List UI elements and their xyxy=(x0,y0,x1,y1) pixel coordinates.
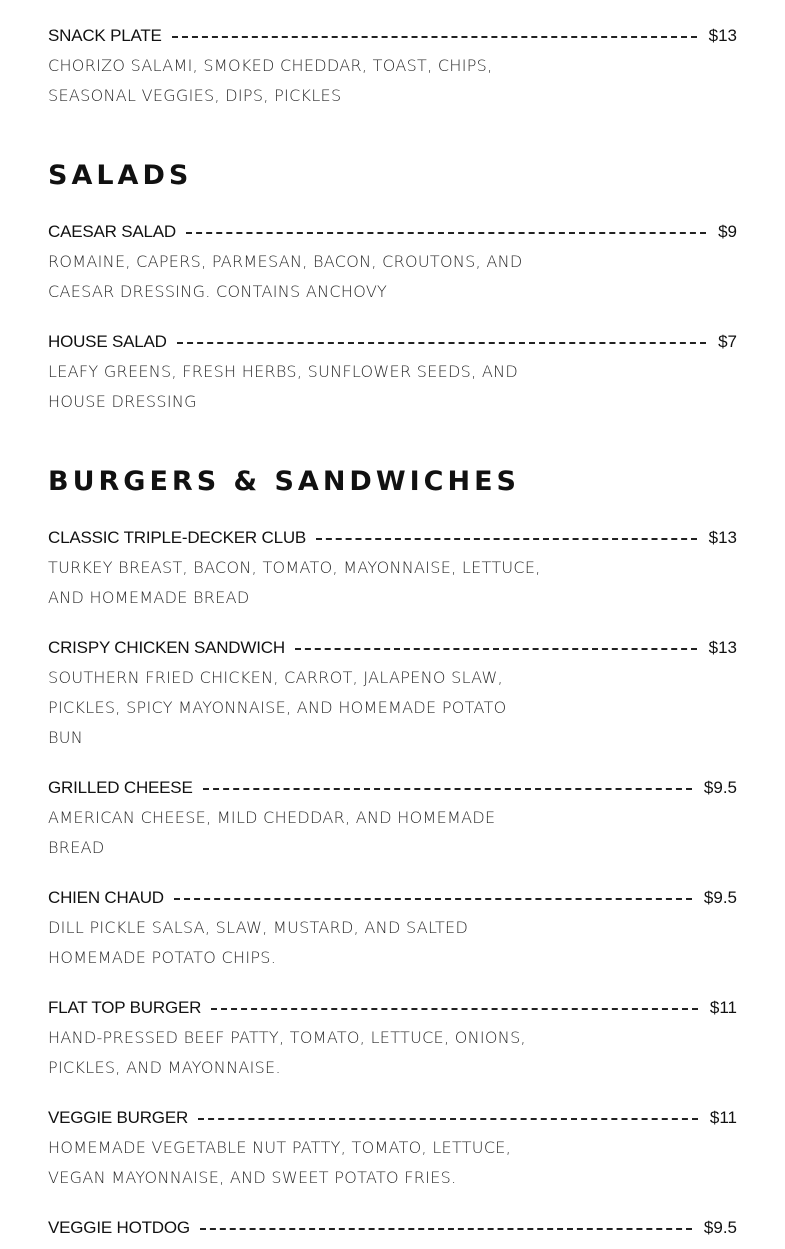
menu-item-name: CAESAR SALAD xyxy=(48,222,176,241)
menu-item-price: $13 xyxy=(708,26,737,45)
dotted-leader xyxy=(316,538,697,540)
description-line: VEGAN MAYONNAISE, AND SWEET POTATO FRIES. xyxy=(48,1168,457,1187)
menu-item-price: $13 xyxy=(708,528,737,547)
menu-item-description xyxy=(48,913,737,973)
description-line: PICKLES, SPICY MAYONNAISE, AND HOMEMADE POTATO xyxy=(48,698,507,717)
menu-item-name: CHIEN CHAUD xyxy=(48,888,164,907)
section-title-salads: SALADS xyxy=(48,160,193,191)
dotted-leader xyxy=(211,1008,698,1010)
menu-item-price: $9.5 xyxy=(703,1218,737,1237)
menu-item-description xyxy=(48,663,737,753)
menu-item-chien-chaud xyxy=(48,887,737,973)
menu-item-classic-club xyxy=(48,527,737,613)
menu-item-price: $9.5 xyxy=(703,778,737,797)
menu-item-name: CRISPY CHICKEN SANDWICH xyxy=(48,638,285,657)
menu-item-veggie-hotdog xyxy=(48,1217,737,1239)
dotted-leader xyxy=(198,1118,698,1120)
menu-item-name: GRILLED CHEESE xyxy=(48,778,193,797)
dotted-leader xyxy=(172,36,697,38)
description-line: LEAFY GREENS, FRESH HERBS, SUNFLOWER SEEDS, AND xyxy=(48,362,519,381)
menu-item-header xyxy=(48,1107,737,1129)
dotted-leader xyxy=(186,232,706,234)
description-line: AND HOMEMADE BREAD xyxy=(48,588,250,607)
dotted-leader xyxy=(174,898,692,900)
menu-item-house-salad xyxy=(48,331,737,417)
section-title-burgers-sandwiches: BURGERS & SANDWICHES xyxy=(48,466,520,497)
description-line: CHORIZO SALAMI, SMOKED CHEDDAR, TOAST, CHIPS, xyxy=(48,56,493,75)
menu-item-header xyxy=(48,777,737,799)
menu-item-header xyxy=(48,997,737,1019)
description-line: BUN xyxy=(48,728,84,747)
menu-item-price: $9 xyxy=(718,222,737,241)
menu-item-name: VEGGIE HOTDOG xyxy=(48,1218,190,1237)
menu-item-price: $11 xyxy=(709,998,737,1017)
menu-item-name: SNACK PLATE xyxy=(48,26,162,45)
description-line: HAND-PRESSED BEEF PATTY, TOMATO, LETTUCE, ONIONS, xyxy=(48,1028,526,1047)
menu-item-flat-top-burger xyxy=(48,997,737,1083)
menu-item-description xyxy=(48,1023,737,1083)
description-line: CAESAR DRESSING. CONTAINS ANCHOVY xyxy=(48,282,388,301)
description-line: TURKEY BREAST, BACON, TOMATO, MAYONNAISE, LETTUCE, xyxy=(48,558,541,577)
menu-item-description xyxy=(48,553,737,613)
description-line: SOUTHERN FRIED CHICKEN, CARROT, JALAPENO SLAW, xyxy=(48,668,504,687)
menu-item-header xyxy=(48,25,737,47)
menu-item-description xyxy=(48,803,737,863)
dotted-leader xyxy=(177,342,706,344)
description-line: DILL PICKLE SALSA, SLAW, MUSTARD, AND SALTED xyxy=(48,918,469,937)
description-line: PICKLES, AND MAYONNAISE. xyxy=(48,1058,281,1077)
menu-item-description xyxy=(48,1133,737,1193)
menu-item-header xyxy=(48,1217,737,1239)
description-line: HOMEMADE VEGETABLE NUT PATTY, TOMATO, LETTUCE, xyxy=(48,1138,512,1157)
menu-item-description xyxy=(48,51,737,111)
menu-item-header xyxy=(48,527,737,549)
menu-item-snack-plate xyxy=(48,25,737,111)
dotted-leader xyxy=(200,1228,692,1230)
menu-item-name: HOUSE SALAD xyxy=(48,332,167,351)
description-line: HOMEMADE POTATO CHIPS. xyxy=(48,948,277,967)
menu-item-veggie-burger xyxy=(48,1107,737,1193)
description-line: BREAD xyxy=(48,838,105,857)
menu-item-name: FLAT TOP BURGER xyxy=(48,998,202,1017)
menu-item-grilled-cheese xyxy=(48,777,737,863)
menu-item-header xyxy=(48,887,737,909)
menu-item-header xyxy=(48,637,737,659)
menu-item-price: $7 xyxy=(718,332,737,351)
menu-item-name: VEGGIE BURGER xyxy=(48,1108,189,1127)
description-line: AMERICAN CHEESE, MILD CHEDDAR, AND HOMEMADE xyxy=(48,808,496,827)
menu-item-caesar-salad xyxy=(48,221,737,307)
menu-item-description xyxy=(48,247,737,307)
menu-item-crispy-chicken xyxy=(48,637,737,753)
menu-item-description xyxy=(48,357,737,417)
menu-item-header xyxy=(48,331,737,353)
menu-item-price: $11 xyxy=(709,1108,737,1127)
menu-item-price: $13 xyxy=(708,638,737,657)
description-line: SEASONAL VEGGIES, DIPS, PICKLES xyxy=(48,86,342,105)
menu-item-header xyxy=(48,221,737,243)
description-line: ROMAINE, CAPERS, PARMESAN, BACON, CROUTONS, AND xyxy=(48,252,523,271)
menu-item-name: CLASSIC TRIPLE-DECKER CLUB xyxy=(48,528,307,547)
description-line: HOUSE DRESSING xyxy=(48,392,197,411)
dotted-leader xyxy=(295,648,697,650)
menu-item-price: $9.5 xyxy=(703,888,737,907)
dotted-leader xyxy=(203,788,692,790)
